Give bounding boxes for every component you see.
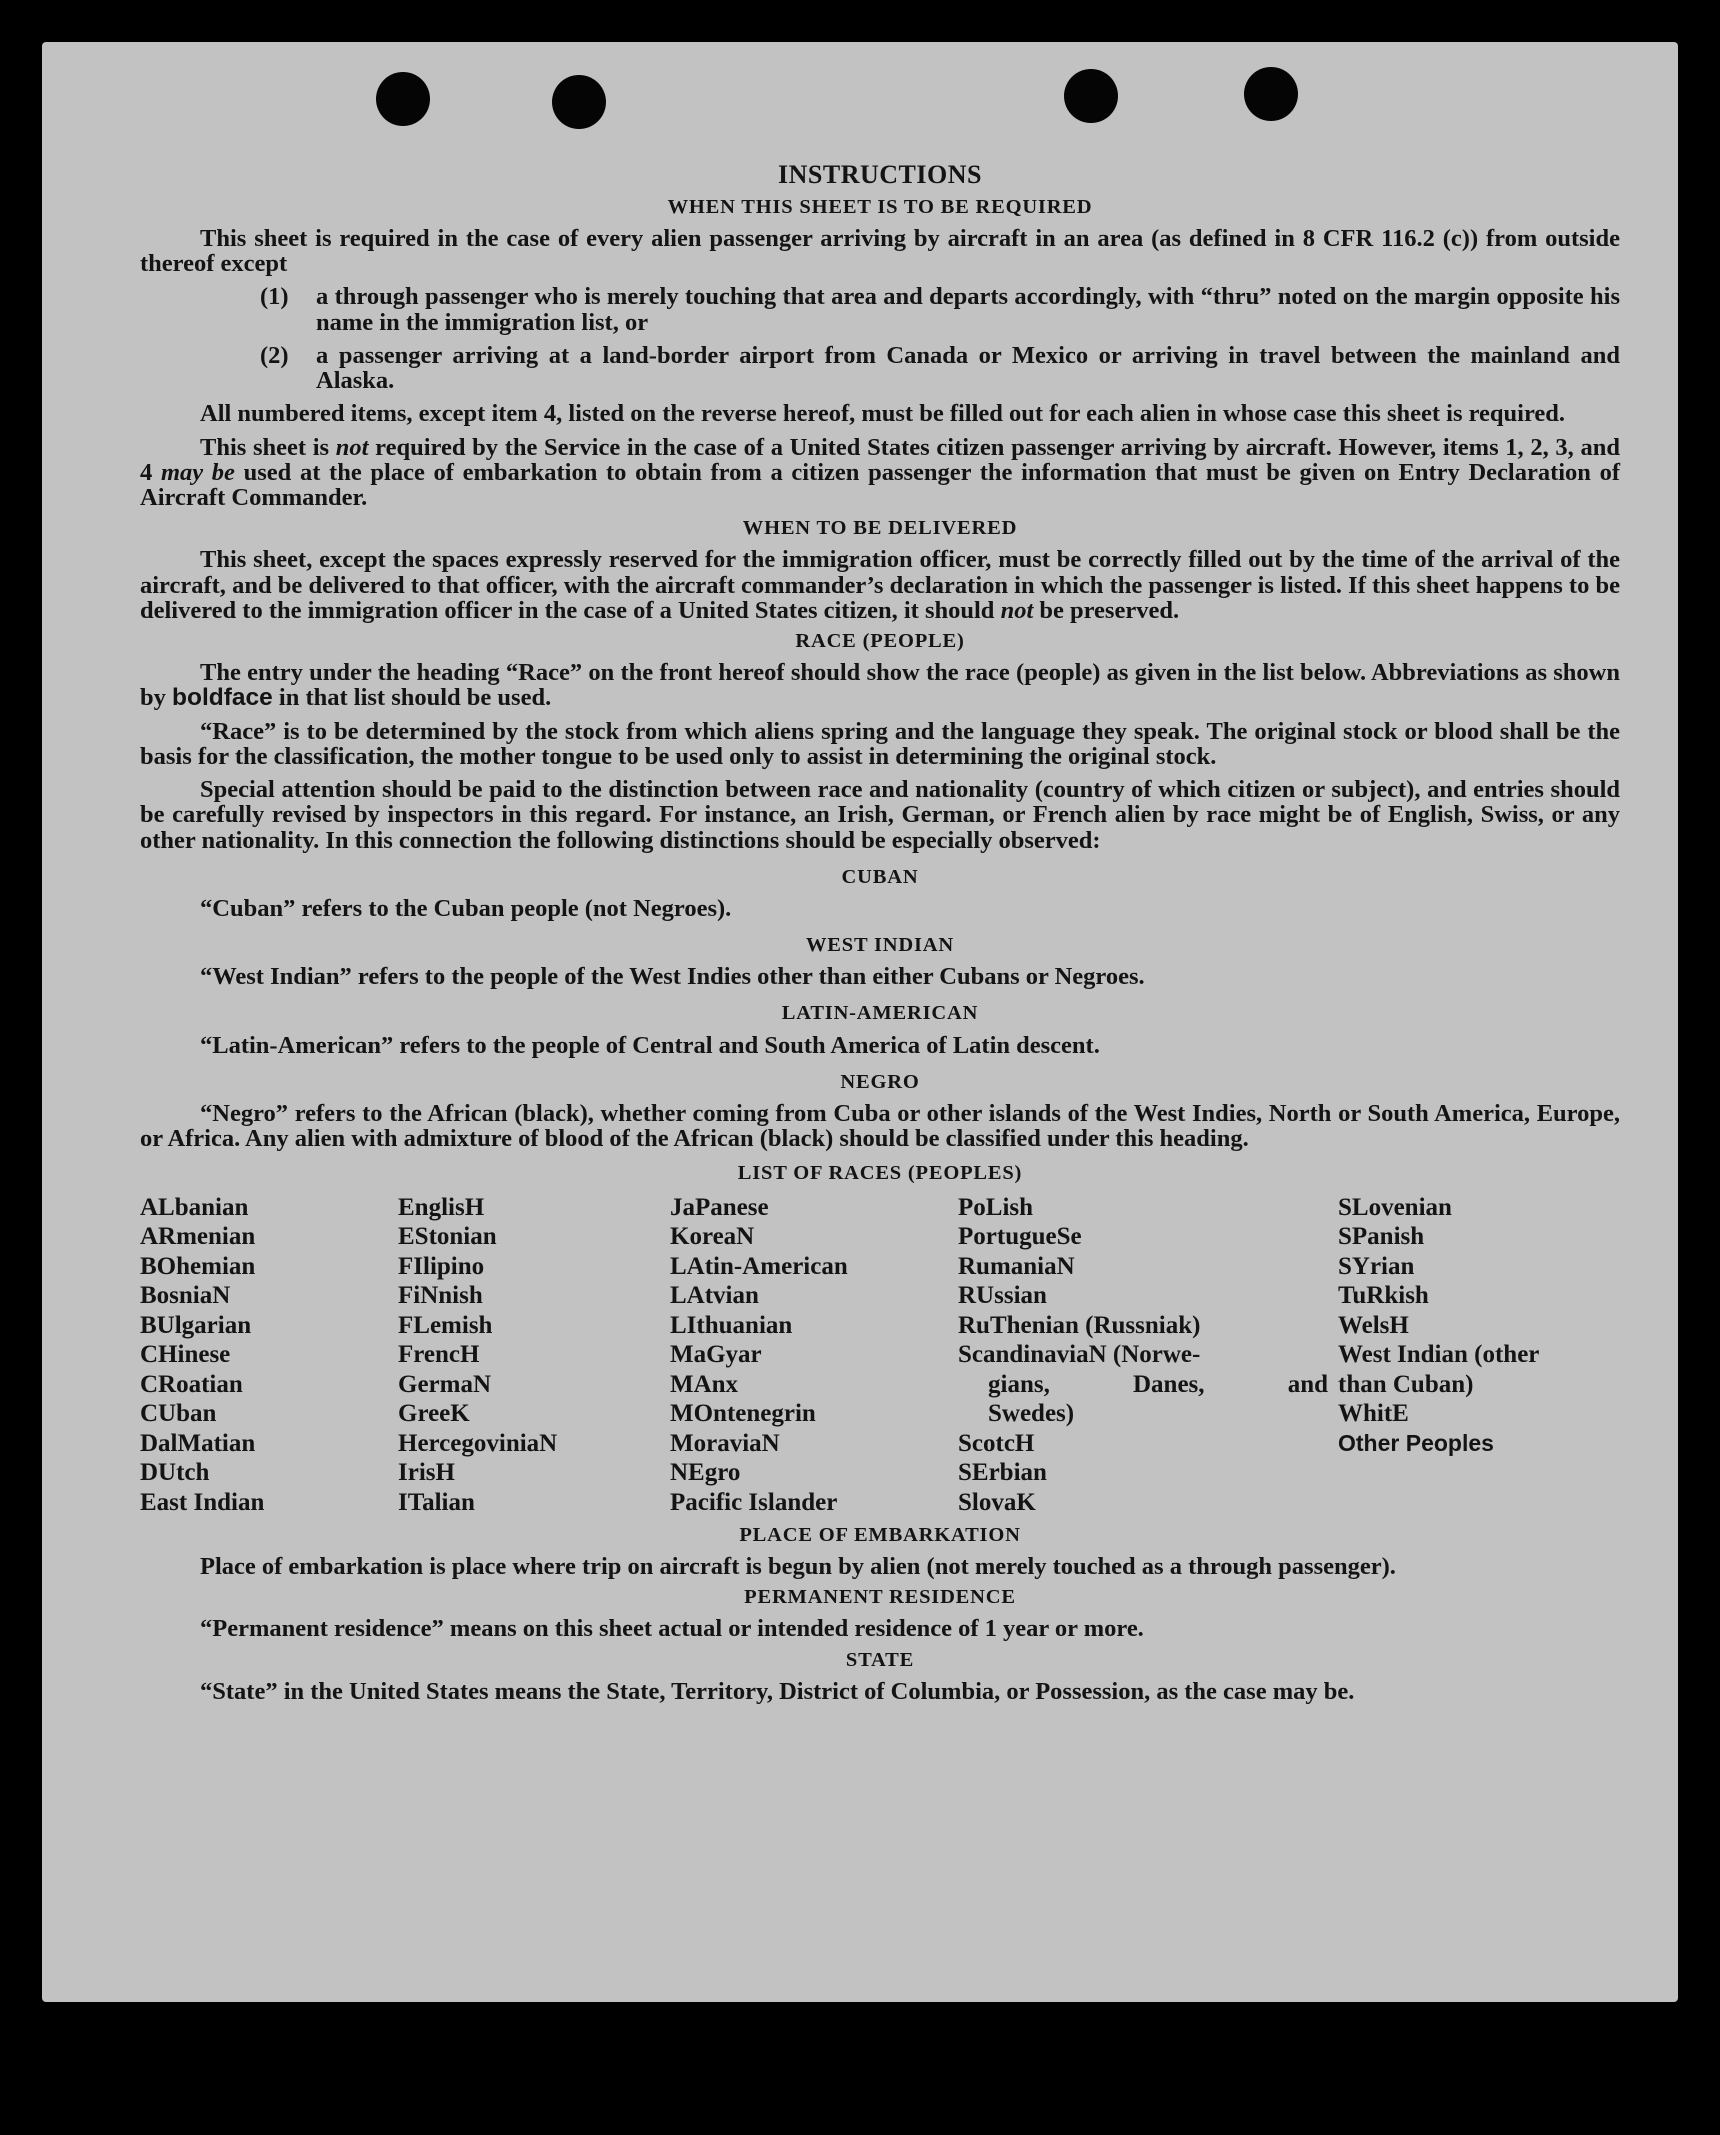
heading-state: STATE	[845, 1648, 915, 1671]
race-item: BUlgarian	[140, 1311, 252, 1339]
race-item: BOhemian	[140, 1252, 256, 1280]
text-run: used at the place of embarkation to obtain from a citizen passenger the information that must be given on Entry Declaration of Aircraft Commander.	[140, 458, 1620, 511]
race-item-continued: than Cuban)	[1338, 1370, 1474, 1398]
page-title: INSTRUCTIONS	[778, 160, 982, 189]
heading-delivered: WHEN TO BE DELIVERED	[742, 517, 1018, 540]
heading-race: RACE (PEOPLE)	[795, 630, 965, 653]
race-item: SlovaK	[958, 1488, 1036, 1516]
item-number: (1)	[260, 283, 289, 311]
paragraph: “Cuban” refers to the Cuban people (not Negroes).	[200, 894, 732, 922]
paragraph: Place of embarkation is place where trip on aircraft is begun by alien (not merely touched as a through passenger).	[200, 1553, 1396, 1581]
paragraph	[140, 660, 1620, 710]
race-item: FrencH	[398, 1341, 480, 1368]
emphasis: may be	[160, 458, 235, 486]
race-item: MaGyar	[670, 1341, 762, 1368]
paragraph: “Permanent residence” means on this sheet actual or intended residence of 1 year or more.	[200, 1615, 1144, 1643]
item-text: a passenger arriving at a land-border airport from Canada or Mexico or arriving in travel between the mainland and Alaska.	[316, 341, 1620, 395]
heading-required: WHEN THIS SHEET IS TO BE REQUIRED	[667, 195, 1093, 218]
emphasis: not	[1000, 596, 1034, 624]
race-item: JaPanese	[670, 1193, 769, 1221]
race-item: SYrian	[1338, 1252, 1415, 1280]
race-item: EnglisH	[398, 1193, 485, 1221]
paragraph: “Race” is to be determined by the stock from which aliens spring and the language they speak. The original stock or blood shall be the basis for the classification, the mother tongue to be used only to assist in determining the original stock.	[140, 717, 1620, 770]
race-item: SErbian	[958, 1459, 1047, 1486]
race-item: GermaN	[398, 1370, 492, 1398]
item-text: a through passenger who is merely touching that area and departs accordingly, with “thru” noted on the margin opposite his name in the immigration list, or	[316, 283, 1620, 336]
document-body	[140, 114, 1620, 1712]
race-item: BosniaN	[140, 1282, 231, 1309]
race-item: EStonian	[398, 1223, 497, 1250]
paragraph: “West Indian” refers to the people of the West Indies other than either Cubans or Negroes.	[200, 963, 1145, 991]
text-run: This sheet, except the spaces expressly reserved for the immigration officer, must be correctly filled out by the time of the arrival of the aircraft, and be delivered to that officer, with the aircraft commander’s declaration in which the passenger is listed. If this sheet happens to be delivered to the immigration officer in the case of a United States citizen, it should	[140, 546, 1620, 624]
race-item: Pacific Islander	[670, 1488, 838, 1516]
races-column-3	[670, 1193, 958, 1518]
race-item: TuRkish	[1338, 1282, 1429, 1309]
race-item: RumaniaN	[958, 1252, 1075, 1280]
race-item: FIlipino	[398, 1252, 485, 1280]
paragraph: “State” in the United States means the State, Territory, District of Columbia, or Possession, as the case may be.	[200, 1677, 1355, 1705]
race-item: KoreaN	[670, 1223, 755, 1250]
race-item: HercegoviniaN	[398, 1429, 558, 1457]
race-item: CRoatian	[140, 1370, 243, 1398]
race-item: Other Peoples	[1338, 1429, 1494, 1456]
race-item: CHinese	[140, 1341, 231, 1368]
races-column-5	[1338, 1193, 1620, 1518]
document-page	[42, 42, 1678, 2002]
race-item: NEgro	[670, 1459, 741, 1486]
race-item: RUssian	[958, 1282, 1047, 1309]
paragraph: “Latin-American” refers to the people of Central and South America of Latin descent.	[200, 1031, 1100, 1059]
race-item: SLovenian	[1338, 1193, 1452, 1221]
race-item: GreeK	[398, 1400, 470, 1427]
text-run: The entry under the heading “Race” on the front hereof should show the race (people) as given in the list below. Abbreviations as shown by	[140, 659, 1620, 712]
heading-list-of-races: LIST OF RACES (PEOPLES)	[737, 1162, 1023, 1185]
race-item: ScandinaviaN (Norwe-	[958, 1341, 1201, 1368]
race-item: LIthuanian	[670, 1311, 793, 1339]
text-run: in that list should be used.	[272, 684, 552, 712]
heading-cuban: CUBAN	[841, 865, 919, 888]
race-item: SPanish	[1338, 1223, 1425, 1250]
item-number: (2)	[260, 341, 289, 369]
heading-latin-american: LATIN-AMERICAN	[781, 1002, 979, 1025]
race-item: ARmenian	[140, 1223, 256, 1250]
race-item-continued: gians, Danes, and	[988, 1370, 1328, 1398]
paragraph	[140, 435, 1620, 511]
paragraph	[140, 547, 1620, 623]
races-list	[140, 1193, 1620, 1518]
race-item-continued: Swedes)	[988, 1400, 1075, 1427]
race-item: ALbanian	[140, 1193, 249, 1221]
race-item: MAnx	[670, 1370, 739, 1398]
race-item: DalMatian	[140, 1429, 256, 1457]
race-item: IrisH	[398, 1459, 455, 1486]
heading-negro: NEGRO	[840, 1070, 920, 1093]
race-item: East Indian	[140, 1488, 265, 1516]
race-item: LAtvian	[670, 1282, 759, 1309]
races-column-2	[398, 1193, 670, 1518]
race-item: WelsH	[1338, 1311, 1409, 1339]
heading-embarkation: PLACE OF EMBARKATION	[739, 1524, 1021, 1546]
race-item: FiNnish	[398, 1282, 483, 1309]
race-item: PortugueSe	[958, 1223, 1082, 1250]
race-item: RuThenian (Russniak)	[958, 1311, 1201, 1339]
races-column-4	[958, 1193, 1338, 1518]
paragraph: “Negro” refers to the African (black), whether coming from Cuba or other islands of the West Indies, North or South America, Europe, or Africa. Any alien with admixture of blood of the African (black) should be classified under this heading.	[140, 1099, 1620, 1153]
race-item: MoraviaN	[670, 1429, 780, 1457]
text-run: This sheet is	[200, 433, 336, 461]
race-item: WhitE	[1338, 1400, 1409, 1427]
heading-residence: PERMANENT RESIDENCE	[744, 1586, 1016, 1609]
heading-west-indian: WEST INDIAN	[806, 934, 954, 957]
paragraph: This sheet is required in the case of every alien passenger arriving by aircraft in an area (as defined in 8 CFR 116.2 (c)) from outside thereof except	[140, 224, 1620, 278]
emphasis: not	[335, 433, 369, 461]
race-item: PoLish	[958, 1193, 1034, 1221]
races-column-1	[140, 1193, 398, 1518]
race-item: DUtch	[140, 1459, 210, 1486]
race-item: FLemish	[398, 1311, 493, 1339]
paragraph: All numbered items, except item 4, listed on the reverse hereof, must be filled out for each alien in whose case this sheet is required.	[200, 400, 1566, 428]
race-item: LAtin-American	[670, 1252, 848, 1280]
boldface-word: boldface	[172, 684, 273, 712]
race-item: ITalian	[398, 1488, 475, 1516]
race-item: ScotcH	[958, 1429, 1035, 1457]
race-item: West Indian (other	[1338, 1341, 1540, 1368]
text-run: be preserved.	[1033, 596, 1180, 624]
race-item: MOntenegrin	[670, 1400, 816, 1427]
list-item	[140, 284, 1620, 334]
punch-hole	[1244, 67, 1298, 121]
paragraph: Special attention should be paid to the distinction between race and nationality (country of which citizen or subject), and entries should be carefully revised by inspectors in this regard. For instance, an Irish, German, or French alien by race might be of English, Swiss, or any other nationality. In this connection the following distinctions should be especially observed:	[140, 776, 1620, 854]
text-run: required by the Service in the case of a United States citizen passenger arriving by aircraft. However, items 1, 2, 3, and 4	[140, 433, 1620, 486]
race-item: CUban	[140, 1400, 217, 1427]
list-item	[140, 343, 1620, 393]
